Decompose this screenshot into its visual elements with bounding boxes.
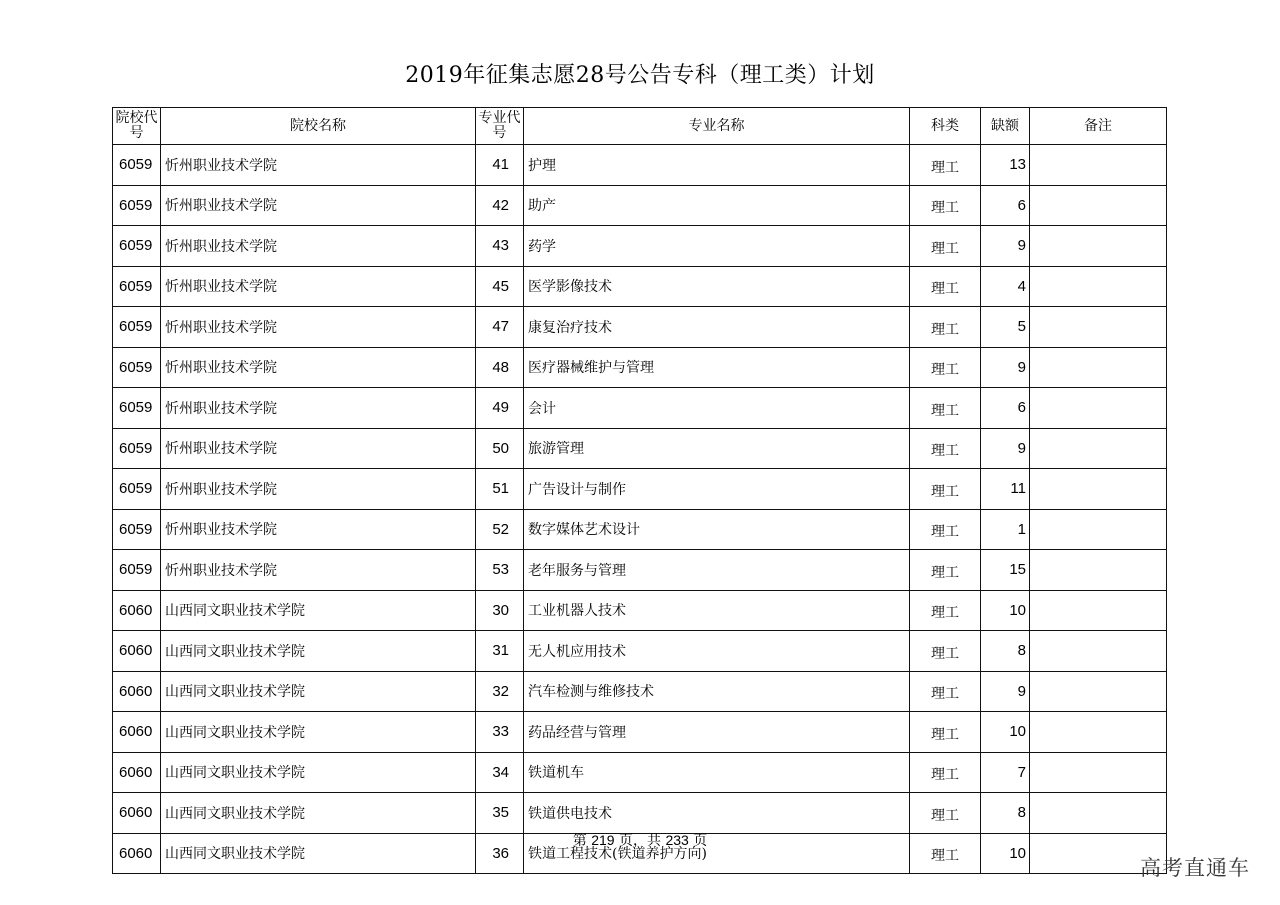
cell-major-code: 52 <box>476 509 524 550</box>
cell-major-name: 医学影像技术 <box>524 266 910 307</box>
table-row <box>113 752 1167 793</box>
cell-major-name: 汽车检测与维修技术 <box>524 671 910 712</box>
cell-school-name: 忻州职业技术学院 <box>161 145 476 186</box>
cell-school-name: 忻州职业技术学院 <box>161 428 476 469</box>
cell-vacancies: 9 <box>981 226 1030 267</box>
cell-school-code: 6060 <box>113 752 161 793</box>
cell-major-name: 药学 <box>524 226 910 267</box>
cell-major-code: 36 <box>476 833 524 874</box>
footer-suffix: 页 <box>693 833 708 849</box>
cell-major-name: 护理 <box>524 145 910 186</box>
cell-major-code: 47 <box>476 307 524 348</box>
cell-major-name: 会计 <box>524 388 910 429</box>
cell-vacancies: 15 <box>981 550 1030 591</box>
cell-school-code: 6060 <box>113 590 161 631</box>
cell-notes <box>1030 793 1167 834</box>
cell-notes <box>1030 185 1167 226</box>
header-category: 科类 <box>910 108 981 145</box>
cell-major-code: 53 <box>476 550 524 591</box>
cell-school-code: 6059 <box>113 550 161 591</box>
cell-school-code: 6059 <box>113 347 161 388</box>
cell-category: 理工 <box>910 428 981 469</box>
cell-vacancies: 6 <box>981 185 1030 226</box>
table-row <box>113 590 1167 631</box>
cell-vacancies: 9 <box>981 428 1030 469</box>
cell-major-name: 康复治疗技术 <box>524 307 910 348</box>
cell-vacancies: 10 <box>981 833 1030 874</box>
cell-category: 理工 <box>910 185 981 226</box>
cell-category: 理工 <box>910 226 981 267</box>
cell-school-code: 6059 <box>113 469 161 510</box>
cell-school-code: 6060 <box>113 671 161 712</box>
table-row <box>113 671 1167 712</box>
table-row <box>113 550 1167 591</box>
cell-school-code: 6059 <box>113 145 161 186</box>
cell-school-name: 忻州职业技术学院 <box>161 307 476 348</box>
footer-prefix: 第 <box>572 833 587 849</box>
cell-major-code: 34 <box>476 752 524 793</box>
cell-major-code: 49 <box>476 388 524 429</box>
header-major-name: 专业名称 <box>524 108 910 145</box>
cell-notes <box>1030 266 1167 307</box>
cell-category: 理工 <box>910 388 981 429</box>
table-row <box>113 631 1167 672</box>
cell-vacancies: 7 <box>981 752 1030 793</box>
cell-category: 理工 <box>910 347 981 388</box>
table-row <box>113 307 1167 348</box>
cell-category: 理工 <box>910 469 981 510</box>
cell-notes <box>1030 590 1167 631</box>
cell-school-code: 6060 <box>113 712 161 753</box>
cell-major-name: 老年服务与管理 <box>524 550 910 591</box>
cell-school-name: 山西同文职业技术学院 <box>161 590 476 631</box>
cell-vacancies: 11 <box>981 469 1030 510</box>
cell-category: 理工 <box>910 145 981 186</box>
cell-school-name: 山西同文职业技术学院 <box>161 671 476 712</box>
cell-school-code: 6060 <box>113 793 161 834</box>
cell-category: 理工 <box>910 833 981 874</box>
cell-category: 理工 <box>910 631 981 672</box>
cell-major-name: 药品经营与管理 <box>524 712 910 753</box>
cell-notes <box>1030 226 1167 267</box>
cell-vacancies: 13 <box>981 145 1030 186</box>
cell-major-name: 数字媒体艺术设计 <box>524 509 910 550</box>
cell-vacancies: 4 <box>981 266 1030 307</box>
cell-notes <box>1030 550 1167 591</box>
table-row <box>113 712 1167 753</box>
cell-vacancies: 6 <box>981 388 1030 429</box>
cell-vacancies: 10 <box>981 590 1030 631</box>
cell-school-code: 6059 <box>113 388 161 429</box>
cell-category: 理工 <box>910 712 981 753</box>
cell-school-code: 6059 <box>113 509 161 550</box>
cell-major-name: 工业机器人技术 <box>524 590 910 631</box>
cell-school-name: 忻州职业技术学院 <box>161 469 476 510</box>
cell-school-name: 山西同文职业技术学院 <box>161 752 476 793</box>
cell-notes <box>1030 428 1167 469</box>
cell-notes <box>1030 631 1167 672</box>
cell-school-code: 6059 <box>113 185 161 226</box>
page-footer <box>0 830 1280 850</box>
table-row <box>113 266 1167 307</box>
cell-vacancies: 8 <box>981 631 1030 672</box>
cell-school-code: 6059 <box>113 266 161 307</box>
table-row <box>113 469 1167 510</box>
cell-major-name: 铁道供电技术 <box>524 793 910 834</box>
cell-vacancies: 1 <box>981 509 1030 550</box>
cell-school-name: 山西同文职业技术学院 <box>161 712 476 753</box>
cell-notes <box>1030 509 1167 550</box>
cell-school-name: 山西同文职业技术学院 <box>161 833 476 874</box>
table-row <box>113 428 1167 469</box>
cell-notes <box>1030 347 1167 388</box>
cell-major-code: 48 <box>476 347 524 388</box>
cell-major-code: 35 <box>476 793 524 834</box>
table-row <box>113 509 1167 550</box>
cell-major-code: 42 <box>476 185 524 226</box>
cell-category: 理工 <box>910 671 981 712</box>
cell-major-code: 30 <box>476 590 524 631</box>
cell-school-code: 6060 <box>113 833 161 874</box>
table-row <box>113 388 1167 429</box>
cell-notes <box>1030 712 1167 753</box>
header-major-code: 专业代号 <box>476 108 524 145</box>
cell-notes <box>1030 145 1167 186</box>
watermark-logo-text: 高考直通车 <box>1140 856 1250 880</box>
cell-vacancies: 9 <box>981 671 1030 712</box>
cell-major-name: 旅游管理 <box>524 428 910 469</box>
cell-school-code: 6059 <box>113 226 161 267</box>
cell-major-name: 铁道机车 <box>524 752 910 793</box>
footer-total-pages: 233 <box>665 832 689 848</box>
cell-major-name: 医疗器械维护与管理 <box>524 347 910 388</box>
cell-major-code: 43 <box>476 226 524 267</box>
cell-notes <box>1030 671 1167 712</box>
cell-category: 理工 <box>910 752 981 793</box>
cell-school-code: 6059 <box>113 428 161 469</box>
cell-school-name: 忻州职业技术学院 <box>161 550 476 591</box>
cell-notes <box>1030 388 1167 429</box>
cell-vacancies: 10 <box>981 712 1030 753</box>
header-school-code: 院校代号 <box>113 108 161 145</box>
cell-school-name: 忻州职业技术学院 <box>161 347 476 388</box>
cell-vacancies: 9 <box>981 347 1030 388</box>
cell-major-code: 45 <box>476 266 524 307</box>
cell-major-code: 50 <box>476 428 524 469</box>
plan-table <box>112 107 1167 874</box>
cell-school-name: 忻州职业技术学院 <box>161 226 476 267</box>
cell-major-code: 41 <box>476 145 524 186</box>
cell-major-code: 33 <box>476 712 524 753</box>
header-vacancies: 缺额 <box>981 108 1030 145</box>
cell-notes <box>1030 752 1167 793</box>
cell-school-name: 忻州职业技术学院 <box>161 266 476 307</box>
table-row <box>113 185 1167 226</box>
cell-major-code: 31 <box>476 631 524 672</box>
table-row <box>113 793 1167 834</box>
cell-category: 理工 <box>910 590 981 631</box>
cell-school-name: 忻州职业技术学院 <box>161 509 476 550</box>
cell-major-code: 32 <box>476 671 524 712</box>
cell-major-name: 广告设计与制作 <box>524 469 910 510</box>
cell-notes <box>1030 469 1167 510</box>
cell-major-name: 助产 <box>524 185 910 226</box>
table-row <box>113 226 1167 267</box>
cell-category: 理工 <box>910 550 981 591</box>
cell-notes <box>1030 307 1167 348</box>
cell-school-name: 忻州职业技术学院 <box>161 388 476 429</box>
footer-page-number: 219 <box>591 832 615 848</box>
table-row <box>113 145 1167 186</box>
cell-category: 理工 <box>910 307 981 348</box>
cell-category: 理工 <box>910 266 981 307</box>
cell-school-code: 6059 <box>113 307 161 348</box>
cell-vacancies: 8 <box>981 793 1030 834</box>
cell-category: 理工 <box>910 793 981 834</box>
cell-major-name: 无人机应用技术 <box>524 631 910 672</box>
footer-middle: 页，共 <box>619 833 661 849</box>
cell-school-code: 6060 <box>113 631 161 672</box>
table-row <box>113 347 1167 388</box>
cell-major-name: 铁道工程技术(铁道养护方向) <box>524 833 910 874</box>
cell-school-name: 忻州职业技术学院 <box>161 185 476 226</box>
table-header-row <box>113 108 1167 145</box>
cell-school-name: 山西同文职业技术学院 <box>161 631 476 672</box>
cell-vacancies: 5 <box>981 307 1030 348</box>
header-school-name: 院校名称 <box>161 108 476 145</box>
header-notes: 备注 <box>1030 108 1167 145</box>
cell-school-name: 山西同文职业技术学院 <box>161 793 476 834</box>
cell-category: 理工 <box>910 509 981 550</box>
cell-major-code: 51 <box>476 469 524 510</box>
document-title: 2019年征集志愿28号公告专科（理工类）计划 <box>405 63 875 88</box>
